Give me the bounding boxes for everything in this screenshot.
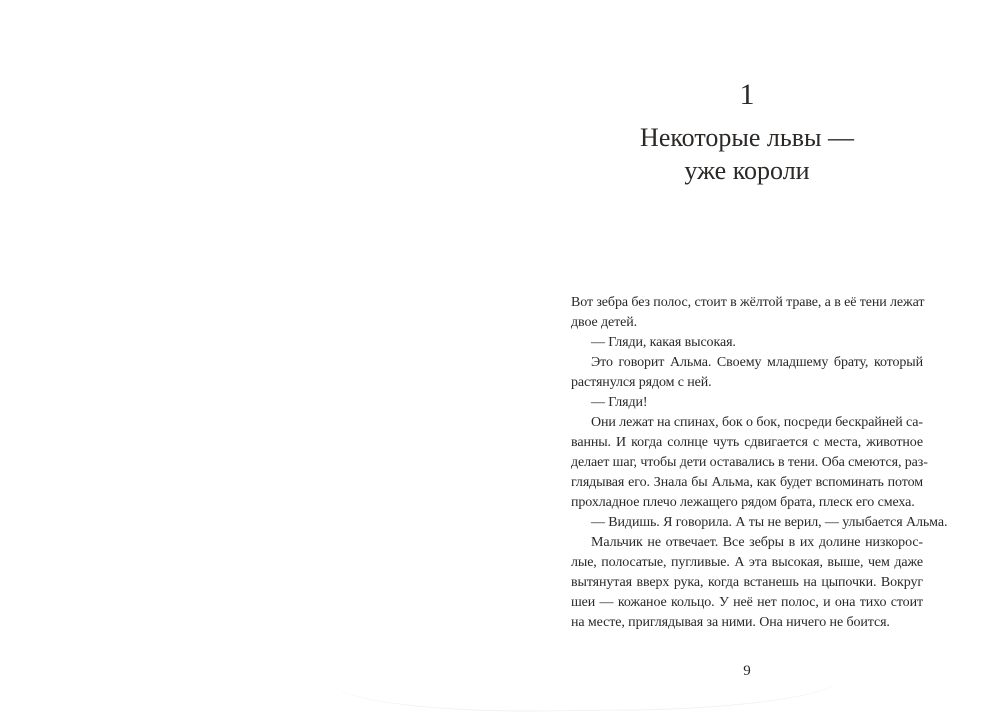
body-line: растянулся рядом с ней.: [571, 375, 712, 390]
body-line: на месте, приглядывая за ними. Она ничего не боится.: [571, 615, 890, 630]
body-line: шеи — кожаное кольцо. У неё нет полос, и она тихо стоит: [571, 595, 923, 610]
body-line: Они лежат на спинах, бок о бок, посреди бескрайней са-: [591, 415, 923, 430]
body-line: — Гляди, какая высокая.: [591, 335, 736, 350]
body-line: — Гляди!: [591, 395, 648, 410]
chapter-title: [560, 121, 934, 187]
body-line: Это говорит Альма. Своему младшему брату, который: [591, 355, 923, 370]
body-line: лые, полосатые, пугливые. А эта высокая, выше, чем даже: [571, 555, 923, 570]
chapter-number: 1: [739, 78, 755, 111]
body-line: двое детей.: [571, 315, 638, 330]
body-line: Мальчик не отвечает. Все зебры в их долине низкорос-: [591, 535, 923, 550]
body-line: Вот зебра без полос, стоит в жёлтой траве, а в её тени лежат: [571, 295, 925, 310]
body-line: вытянутая вверх рука, когда встанешь на цыпочки. Вокруг: [571, 575, 923, 590]
body-line: ванны. И когда солнце чуть сдвигается с места, животное: [571, 435, 923, 450]
chapter-heading: [560, 78, 934, 187]
chapter-title-line-1: Некоторые львы —: [640, 123, 854, 152]
body-line: — Видишь. Я говорила. А ты не верил, — улыбается Альма.: [591, 515, 948, 530]
body-line: глядывая его. Знала бы Альма, как будет вспоминать потом: [571, 475, 923, 490]
body-line: прохладное плечо лежащего рядом брата, плеск его смеха.: [571, 495, 915, 510]
body-line: делает шаг, чтобы дети оставались в тени. Оба смеются, раз-: [571, 455, 928, 470]
body-text: [571, 293, 948, 633]
chapter-title-line-2: уже короли: [684, 156, 810, 185]
page-number: 9: [743, 663, 751, 679]
